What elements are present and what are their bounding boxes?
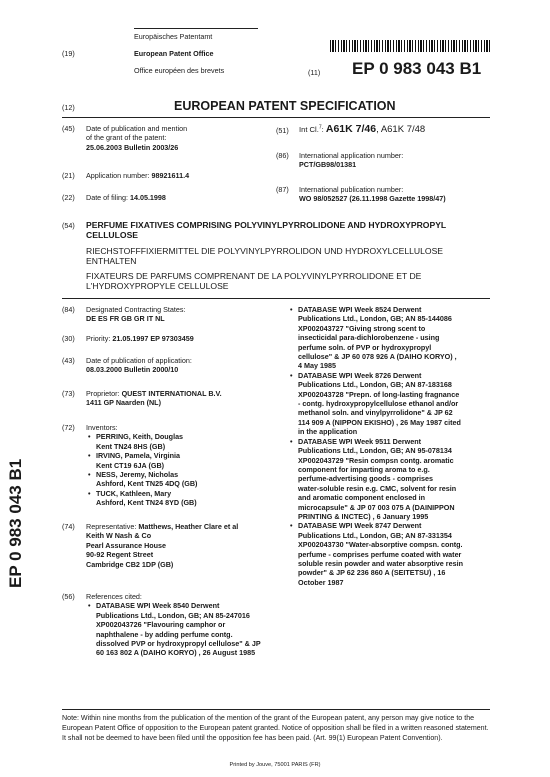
reference-line: Publications Ltd., London, GB; AN 85-144086 [298,314,452,324]
int-cl-sup: 7 [318,124,322,131]
barcode-image [330,40,490,52]
reference-line: • DATABASE WPI Week 8540 Derwent [96,601,220,611]
code-86: (86) [276,151,289,160]
code-45: (45) [62,124,75,133]
reference-line: PRINTING & INCTEC) , 6 January 1995 [298,511,429,521]
representative-firm: Keith W Nash & Co [86,531,152,541]
reference-line: component for imparting aroma to e.g. [298,464,430,474]
intl-publication-value: WO 98/052527 (26.11.1998 Gazette 1998/47) [299,194,446,204]
reference-line: perfume - comprises perfume coated with water [298,549,462,559]
priority [86,334,194,343]
reference-line: microcapsule" & JP 07 003 075 A (DAINIPPON [298,502,455,512]
reference-line: October 1987 [298,577,344,587]
inventor-name: • IRVING, Pamela, Virginia [96,451,181,461]
inventor-address: Ashford, Kent TN25 4DQ (GB) [96,479,198,489]
reference-line: • DATABASE WPI Week 8524 Derwent [298,305,422,314]
reference-line: • DATABASE WPI Week 9511 Derwent [298,436,422,446]
code-12: (12) [62,103,75,112]
code-19: (19) [62,49,75,58]
inventor-item [86,451,266,470]
reference-line: powder" & JP 62 236 860 A (SEITETSU) , 16 [298,568,446,578]
application-publication [86,356,192,375]
pubapp-value: 08.03.2000 Bulletin 2000/10 [86,365,179,375]
reference-item [288,437,498,522]
title-en: PERFUME FIXATIVES COMPRISING POLYVINYLPYRROLIDONE AND HYDROXYPROPYL CELLULOSE [86,220,447,241]
inventor-item [86,470,266,489]
reference-line: XP002043730 "Water-absorptive compsn. contg. [298,540,463,550]
pubapp-label: Date of publication of application: [86,356,192,365]
reference-item [288,521,498,587]
reference-line: • DATABASE WPI Week 8747 Derwent [298,521,422,531]
publication-number: EP 0 983 043 B1 [352,59,482,78]
code-43: (43) [62,356,75,365]
representative-address-line: Pearl Assurance House [86,540,167,550]
code-30: (30) [62,334,75,343]
reference-line: in the application [298,427,358,437]
intl-application-value: PCT/GB98/01381 [299,160,357,170]
references-cited-left [86,592,271,658]
grant-publication [86,124,266,152]
reference-line: 4 May 1985 [298,361,336,371]
header-top-rule [134,28,258,29]
inventors-label: Inventors: [86,423,118,432]
filing-date [86,193,166,202]
inventor-name: • PERRING, Keith, Douglas [96,432,184,442]
int-cl-main: A61K 7/46 [325,123,377,135]
reference-line: - contg. hydroxypropylcellulose ethanol and/or [298,399,459,409]
representative-name: Matthews, Heather Clare et al [138,522,239,531]
reference-line: soluble resin powder and water absorptive resin [298,558,463,568]
inventor-name: • NESS, Jeremy, Nicholas [96,470,179,480]
inventor-name: • TUCK, Kathleen, Mary [96,488,172,498]
office-name-de: Europäisches Patentamt [134,32,213,41]
references-label: References cited: [86,592,142,601]
inventor-address: Kent CT19 6JA (GB) [96,460,165,470]
reference-line: perfume soln. of PVP or hydroxypropyl [298,342,432,352]
reference-line: Publications Ltd., London, GB; AN 87-331354 [298,530,452,540]
int-classification: Int Cl.$^7$: A61K 7/46, A61K 7/48 [299,123,426,135]
reference-line: 114 909 A (NIPPON EKISHO) , 26 May 1987 cited [298,417,461,427]
code-84: (84) [62,305,75,314]
inventor-item [86,432,266,451]
reference-line: dissolved PVP or hydroxypropyl cellulose" & JP [96,639,261,649]
code-74: (74) [62,522,75,531]
reference-line: insecticidal para-dichlorobenzene - using [298,333,440,343]
intl-application [299,151,403,170]
representative-address-line: 90-92 Regent Street [86,550,154,560]
printer-footer: Printed by Jouve, 75001 PARIS (FR) [229,762,321,768]
grant-publication-value: 25.06.2003 Bulletin 2003/26 [86,142,179,152]
designated-states [86,305,186,324]
states-value: DE ES FR GB GR IT NL [86,314,165,324]
application-number-value: 98921611.4 [151,171,190,180]
code-51: (51) [276,126,289,135]
reference-line: XP002043727 "Giving strong scent to [298,323,426,333]
grant-publication-label: Date of publication and mention [86,124,188,133]
reference-line: XP002043729 "Resin compsn contg. aromatic [298,455,454,465]
reference-line: • DATABASE WPI Week 8726 Derwent [298,370,422,380]
proprietor-name: QUEST INTERNATIONAL B.V. [121,389,222,398]
reference-line: Publications Ltd., London, GB; AN 87-183168 [298,380,452,390]
reference-item [86,601,271,657]
reference-item [288,371,498,437]
office-name-fr: Office européen des brevets [134,66,225,75]
proprietor-address: 1411 GP Naarden (NL) [86,398,161,408]
document-type: EUROPEAN PATENT SPECIFICATION [174,99,396,113]
priority-label: Priority: [86,334,113,343]
side-publication-number: EP 0 983 043 B1 [6,458,25,588]
code-11: (11) [308,68,321,77]
proprietor [86,389,222,408]
representative [86,522,266,569]
office-name-en: European Patent Office [134,49,214,58]
reference-line: methanol soln. and vinylpyrrolidone" & JP 62 [298,408,453,418]
filing-date-label: Date of filing: [86,193,130,202]
inventor-address: Ashford, Kent TN24 8YD (GB) [96,498,197,508]
proprietor-label: Proprietor: [86,389,122,398]
int-cl-rest: , A61K 7/48 [376,124,426,135]
representative-address-line: Cambridge CB2 1DP (GB) [86,559,174,569]
reference-line: perfume-advertising goods - comprises [298,474,433,484]
code-72: (72) [62,423,75,432]
application-number [86,171,189,180]
code-87: (87) [276,185,289,194]
reference-line: water-soluble resin e.g. CMC, solvent for resin [298,483,457,493]
reference-line: XP002043726 "Flavouring camphor or [96,620,226,630]
opposition-note: Note: Within nine months from the publication of the mention of the grant of the European patent, any person may give notice to the European Patent Office of opposition to the European patent granted. Notice of opposition shall be filed in a written reasoned statement. It shall not be deemed to have been filed until the opposition fee has been paid. (Art. 99(1) European Patent Convention). [62,714,489,742]
intl-application-label: International application number: [299,151,404,160]
intl-publication [299,185,446,204]
intl-publication-label: International publication number: [299,185,404,194]
reference-line: 60 163 802 A (DAIHO KORYO) , 26 August 1985 [96,648,256,658]
code-73: (73) [62,389,75,398]
grant-publication-label-2: of the grant of the patent: [86,133,167,143]
states-label: Designated Contracting States: [86,305,186,314]
reference-line: XP002043728 "Prepn. of long-lasting fragnance [298,389,460,399]
note-top-rule [62,709,490,710]
code-56: (56) [62,592,75,601]
inventor-item [86,489,266,508]
references-cited-right [288,305,498,587]
reference-line: cellulose" & JP 60 078 926 A (DAIHO KORYO) , [298,352,457,362]
application-number-label: Application number: [86,171,152,180]
header-bottom-rule [62,117,490,118]
title-de: RIECHSTOFFFIXIERMITTEL DIE POLYVINYLPYRROLIDON UND HYDROXYLCELLULOSE ENTHALTEN [86,246,444,267]
reference-item [288,305,498,371]
code-22: (22) [62,193,75,202]
reference-line: and aromatic component enclosed in [298,493,426,503]
title-bottom-rule [62,298,490,299]
code-21: (21) [62,171,75,180]
inventor-address: Kent TN24 8HS (GB) [96,441,166,451]
int-cl-label: Int Cl. [299,125,319,134]
priority-value: 21.05.1997 EP 97303459 [112,334,194,343]
reference-line: Publications Ltd., London, GB; AN 95-078134 [298,446,452,456]
title-fr: FIXATEURS DE PARFUMS COMPRENANT DE LA POLYVINYLPYRROLIDONE ET DE L'HYDROXYPROPYLE CELLULOSE [86,271,422,292]
inventors [86,423,266,508]
filing-date-value: 14.05.1998 [129,193,166,202]
reference-line: Publications Ltd., London, GB; AN 85-247016 [96,610,250,620]
reference-line: naphthalene - by adding perfume contg. [96,629,233,639]
representative-label: Representative: [86,522,139,531]
code-54: (54) [62,221,75,230]
